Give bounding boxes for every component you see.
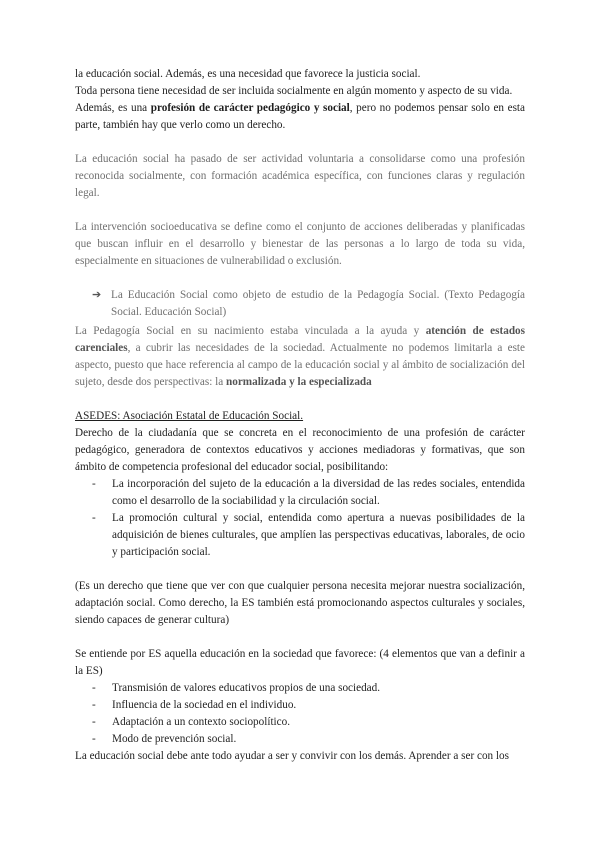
paragraph-consolidacion: La educación social ha pasado de ser actividad voluntaria a consolidarse como una profesión reconocida socialmente, con formación académica específica, con funciones claras y regulación legal. (75, 153, 525, 199)
asedes-list (75, 476, 525, 561)
bold-run: profesión de carácter pedagógico y social (150, 102, 350, 114)
list-item-text: Modo de prevención social. (112, 733, 237, 745)
arrow-list-item (75, 287, 525, 321)
spacer (75, 134, 525, 151)
spacer (75, 629, 525, 646)
paragraph-definicion-es: Se entiende por ES aquella educación en la sociedad que favorece: (4 elementos que van a definir a la ES) (75, 648, 525, 677)
list-item-text: Influencia de la sociedad en el individuo. (112, 699, 297, 711)
list-item (75, 476, 525, 510)
arrow-item-text: La Educación Social como objeto de estudio de la Pedagogía Social. (Texto Pedagogía Social. Educación Social) (111, 289, 525, 318)
list-item-text: Adaptación a un contexto sociopolítico. (112, 716, 291, 728)
paragraph-asedes: Derecho de la ciudadanía que se concreta en el reconocimiento de una profesión de carácter pedagógico, generadora de contextos educativos y acciones mediadoras y formativas, que son ámbito de competencia profesional del educador social, posibilitando: (75, 427, 525, 473)
arrow-right-icon: ➔ (92, 289, 102, 301)
spacer (75, 202, 525, 219)
list-item (75, 680, 525, 697)
dash-marker: - (92, 682, 96, 694)
list-item (75, 714, 525, 731)
paragraph-justicia-social: la educación social. Además, es una necesidad que favorece la justicia social. (75, 68, 421, 80)
dash-marker: - (92, 699, 96, 711)
spacer (75, 391, 525, 408)
list-item (75, 697, 525, 714)
spacer (75, 270, 525, 287)
text-run: , a cubrir las necesidades de la sociedad. Actualmente no podemos limitarla a este aspecto, puesto que hace referencia al campo de la educación social y al ámbito de socialización del sujeto, desde dos perspectivas: la (75, 342, 525, 388)
paragraph-profesion (75, 100, 525, 134)
text-run: La Pedagogía Social en su nacimiento estaba vinculada a la ayuda y (75, 325, 426, 337)
paragraph-inclusion: Toda persona tiene necesidad de ser incluida socialmente en algún momento y aspecto de su vida. (75, 85, 513, 97)
list-item (75, 731, 525, 748)
dash-marker: - (92, 478, 96, 490)
dash-marker: - (92, 733, 96, 745)
paragraph-convivir: La educación social debe ante todo ayudar a ser y convivir con los demás. Aprender a ser con los (75, 750, 509, 762)
list-item-text: Transmisión de valores educativos propios de una sociedad. (112, 682, 381, 694)
dash-marker: - (92, 716, 96, 728)
asedes-heading: ASEDES: Asociación Estatal de Educación Social. (75, 410, 304, 422)
dash-marker: - (92, 512, 96, 524)
bold-run: atención de estados carenciales (75, 325, 525, 354)
paragraph-intervencion: La intervención socioeducativa se define como el conjunto de acciones deliberadas y planificadas que buscan influir en el desarrollo y bienestar de las personas a lo largo de toda su vida, especialmente en situaciones de vulnerabilidad o exclusión. (75, 221, 525, 267)
spacer (75, 561, 525, 578)
es-elements-list (75, 680, 525, 748)
list-item-text: La promoción cultural y social, entendida como apertura a nuevas posibilidades de la adquisición de bienes culturales, que amplíen las perspectivas educativas, laborales, de ocio y participación social. (112, 512, 525, 558)
paragraph-derecho: (Es un derecho que tiene que ver con que cualquier persona necesita mejorar nuestra socialización, adaptación social. Como derecho, la ES también está promocionando aspectos culturales y sociales, siendo capaces de generar cultura) (75, 580, 525, 626)
list-item-text: La incorporación del sujeto de la educación a la diversidad de las redes sociales, entendida como el desarrollo de la sociabilidad y la circulación social. (112, 478, 525, 507)
bold-run: normalizada y la especializada (226, 376, 372, 388)
text-run: Además, es una (75, 102, 151, 114)
list-item (75, 510, 525, 561)
document-page (75, 66, 525, 765)
paragraph-pedagogia-social (75, 323, 525, 391)
text-run: , pero no podemos pensar solo en esta parte, también hay que verlo como un derecho. (75, 102, 526, 131)
